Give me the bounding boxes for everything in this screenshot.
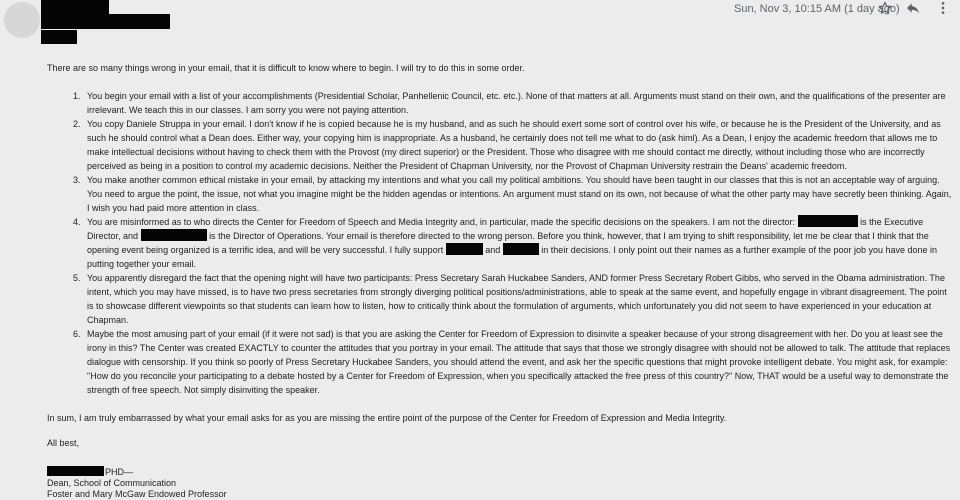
redacted-sender-email xyxy=(41,14,170,29)
numbered-list xyxy=(47,89,952,397)
list-item: 6. Maybe the most amusing part of your email (if it were not sad) is that you are asking the Center for Freedom of Expression to disinvite a speaker because of your strong disagreement with her. Do you at least see the irony in this? The Center was created EXACTLY to counter the attitudes that you portray in your email. The attitude that says that those we strongly disagree with should not be allowed to talk. The attitude that replaces dialogue with censorship. If you think so poorly of Press Secretary Huckabee Sanders, you should attend the event, and ask her the specific questions that might provoke intelligent debate. You might ask, for example: "How do you reconcile your participating to a debate hosted by a Center for Freedom of Expression, when you specifically attacked the free press of this country?" Now, THAT would be a useful way to demonstrate the strength of free speech. Not simply disinviting the speaker. xyxy=(83,327,952,397)
item4-text-part1: You are misinformed as to who directs the Center for Freedom of Speech and Media Integrity and, in particular, made the specific decisions on the speakers. I am not the director: xyxy=(87,217,796,227)
redacted-signature-name xyxy=(47,466,104,476)
signature-professorship: Foster and Mary McGaw Endowed Professor xyxy=(47,489,227,499)
list-item: 3. You make another common ethical mistake in your email, by attacking my intentions and what you call my political ambitions. You should have been taught in our classes that this is not an acceptable way of arguing. You need to argue the point, the issue, not what you imagine might be the hidden agendas or intentions. An argument must stand on its own, not because of what the other party may have secretly been thinking. Again, I wish you had paid more attention in class. xyxy=(83,173,952,215)
list-item: 1. You begin your email with a list of your accomplishments (Presidential Scholar, Panhellenic Council, etc. etc.). None of that matters at all. Arguments must stand on their own, and the qualifications of the presenter are irrelevant. We teach this in our classes. I am sorry you were not paying attention. xyxy=(83,89,952,117)
signature-suffix: PHD— xyxy=(105,467,134,477)
redacted-name xyxy=(141,229,207,241)
signoff: All best, xyxy=(47,438,80,448)
email-body xyxy=(47,61,952,500)
redacted-recipient xyxy=(41,30,77,44)
signature-block xyxy=(47,466,952,500)
list-item: 2. You copy Daniele Struppa in your email. I don't know if he is copied because he is my husband, and as such he should exert some sort of control over his wife, or because he is the President of the University, and as such he should control what a Dean does. Either way, your copying him is inappropriate. As a husband, he certainly does not tell me what to do (ask himl). As a Dean, I enjoy the academic freedom that allows me to make intellectual decisions without having to check them with the Provost (my direct superior) or the President. Those who disagree with me should contact me directly, without including those who are incorrectly perceived as being in a position to control my academic decisions. Neither the President of Chapman University, nor the Provost of Chapman University restrain the Deans' academic freedom. xyxy=(83,117,952,173)
redacted-sender-name xyxy=(41,0,109,14)
message-date: Sun, Nov 3, 10:15 AM (1 day ago) xyxy=(734,3,900,15)
redacted-name xyxy=(503,243,539,255)
sender-avatar xyxy=(4,2,40,38)
item4-text-part5: in their decisions. I only point out their names as a further example of the poor job you have done in putting together your email. xyxy=(87,245,938,269)
intro-paragraph: There are so many things wrong in your email, that it is difficult to know where to begin. I will try to do this in some order. xyxy=(47,63,525,73)
reply-icon[interactable] xyxy=(905,0,921,16)
list-item xyxy=(83,215,952,271)
star-icon[interactable] xyxy=(877,0,893,16)
more-vert-icon[interactable] xyxy=(935,0,951,16)
item4-text-part4: and xyxy=(485,245,501,255)
list-item: 5. You apparently disregard the fact that the opening night will have two participants: Press Secretary Sarah Huckabee Sanders, AND former Press Secretary Robert Gibbs, who served in the Obama administration. The intent, which you may have missed, is to have two press secretaries from strongly diverging political positions/administrations, able to speak at the same event, and hopefully engage in vibrant disagreement. The point is to showcase different viewpoints so that students can learn how to listen, how to critically think about the formulation of arguments, which unfortunately you did not seem to have experienced in your education at Chapman. xyxy=(83,271,952,327)
closing-paragraph: In sum, I am truly embarrassed by what your email asks for as you are missing the entire point of the purpose of the Center for Freedom of Expression and Media Integrity. xyxy=(47,413,727,423)
item4-text-part2: is the Executive Director, and xyxy=(87,217,924,241)
item4-text-part3: is the Director of Operations. Your email is therefore directed to the wrong person. Before you think, however, that I am trying to shift responsibility, let me be clear that I think that the opening event being organized is a terrific idea, and will be very successful. I fully support xyxy=(87,231,929,255)
redacted-name xyxy=(798,215,858,227)
redacted-name xyxy=(446,243,483,255)
signature-title: Dean, School of Communication xyxy=(47,478,177,488)
